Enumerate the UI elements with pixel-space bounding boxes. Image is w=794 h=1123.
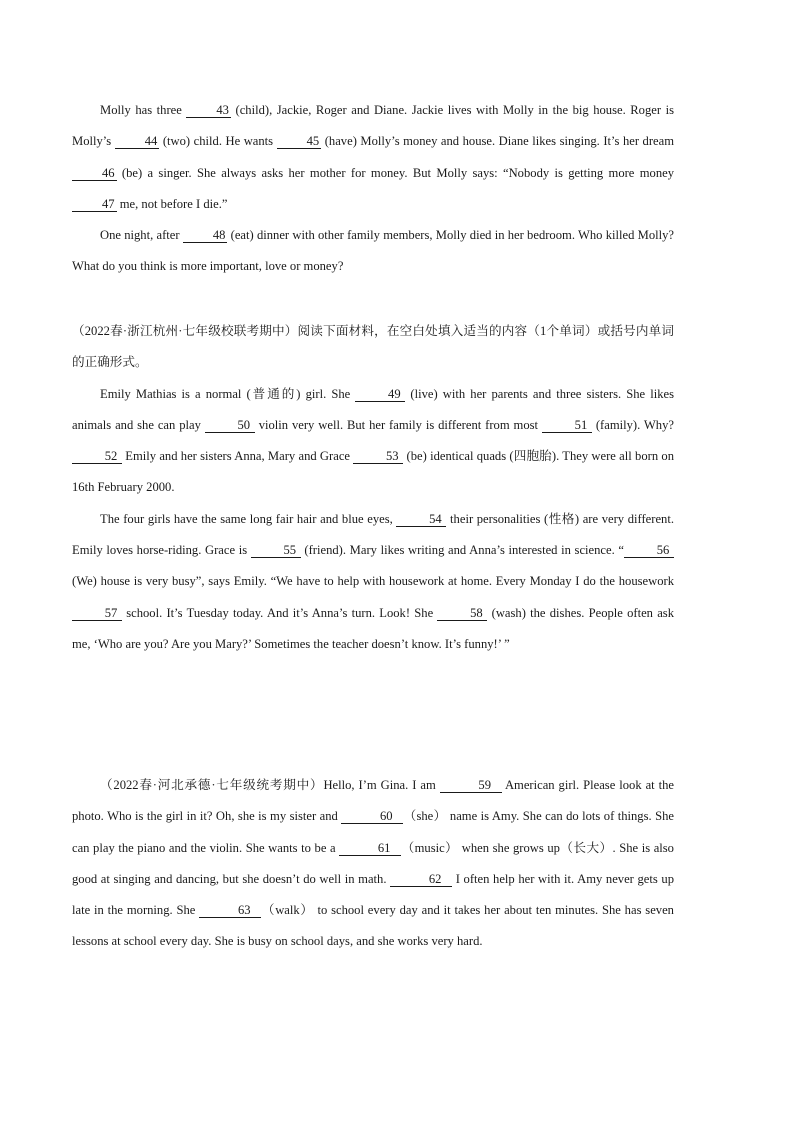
blank-61[interactable]: 61 (339, 841, 401, 856)
passage-gina (72, 770, 674, 958)
paragraph (72, 504, 674, 660)
passage-text: The four girls have the same long fair hair and blue eyes, (100, 511, 397, 526)
blank-53[interactable]: 53 (353, 449, 403, 464)
passage-text: violin very well. But her family is different from most (254, 417, 542, 432)
passage-text: American girl. Please look at the photo. Who is the girl in it? Oh, she is my sister and (72, 778, 674, 824)
passage-text: school. It’s Tuesday today. And it’s Anna’s turn. Look! She (122, 605, 438, 620)
passage-text: （music） when she grows up（长大）. She is also good at singing and dancing, but she doesn’t do well in math. (72, 840, 674, 886)
passage-text: I often help her with it. Amy never gets up late in the morning. She (72, 871, 674, 918)
passage-text: (We) house is very busy”, says Emily. “We have to help with housework at home. Every Monday I do the housework (72, 574, 674, 589)
passage-text: (eat) dinner with other family members, Molly died in her bedroom. Who killed Molly? What do you think is more important, love or money? (72, 228, 674, 274)
passage-text: (family). Why? (591, 417, 674, 432)
passage-text: me, not before I die.” (116, 196, 228, 211)
blank-54[interactable]: 54 (396, 512, 446, 527)
blank-52[interactable]: 52 (72, 449, 122, 464)
passage-text: Molly has three (100, 103, 187, 117)
paragraph (72, 220, 674, 283)
blank-62[interactable]: 62 (390, 872, 452, 887)
section-header: （2022春·河北承德·七年级统考期中） (100, 778, 324, 792)
blank-63[interactable]: 63 (199, 903, 261, 918)
blank-60[interactable]: 60 (341, 809, 403, 824)
blank-49[interactable]: 49 (355, 387, 405, 402)
passage-text: Emily and her sisters Anna, Mary and Grace (122, 449, 354, 464)
blank-43[interactable]: 43 (186, 103, 231, 118)
passage-text: Hello, I’m Gina. I am (323, 778, 440, 792)
passage-text: （she） name is Amy. She can do lots of things. She can play the piano and the violin. She wants to be a (72, 809, 674, 855)
blank-55[interactable]: 55 (251, 543, 301, 558)
passage-molly (72, 95, 674, 283)
blank-57[interactable]: 57 (72, 606, 122, 621)
blank-48[interactable]: 48 (183, 228, 228, 243)
paragraph (72, 95, 674, 220)
section-header: （2022春·浙江杭州·七年级校联考期中）阅读下面材料，在空白处填入适当的内容（1个单词）或括号内单词的正确形式。 (72, 324, 674, 370)
blank-46[interactable]: 46 (72, 166, 117, 181)
passage-emily (72, 316, 674, 660)
passage-text: （walk） to school every day and it takes her about ten minutes. She has seven lessons at school every day. She is busy on school days, and she works very hard. (72, 903, 674, 949)
blank-45[interactable]: 45 (277, 134, 322, 149)
passage-text: (live) with her parents and three sisters. She likes animals and she can play (72, 386, 674, 432)
paragraph (72, 770, 674, 958)
passage-text: (two) child. He wants (159, 134, 277, 149)
paragraph (72, 379, 674, 504)
passage-text: Emily Mathias is a normal (普通的) girl. She (100, 386, 356, 401)
passage-text: their personalities (性格) are very different. Emily loves horse-riding. Grace is (72, 511, 674, 558)
passage-text: (be) identical quads (四胞胎). They were all born on 16th February 2000. (72, 449, 674, 495)
blank-44[interactable]: 44 (115, 134, 160, 149)
passage-text: (friend). Mary likes writing and Anna’s interested in science. “ (300, 543, 624, 558)
blank-47[interactable]: 47 (72, 197, 117, 212)
passage-text: (have) Molly’s money and house. Diane likes singing. It’s her dream (321, 134, 675, 149)
blank-56[interactable]: 56 (624, 543, 674, 558)
passage-text: One night, after (100, 228, 183, 243)
passage-text: (child), Jackie, Roger and Diane. Jackie lives with Molly in the big house. Roger is Molly’s (72, 103, 674, 149)
blank-59[interactable]: 59 (440, 778, 502, 793)
blank-58[interactable]: 58 (437, 606, 487, 621)
passage-text: (be) a singer. She always asks her mother for money. But Molly says: “Nobody is getting more money (116, 165, 674, 180)
passage-text: (wash) the dishes. People often ask me, ‘Who are you? Are you Mary?’ Sometimes the teacher doesn’t know. It’s funny!’ ” (72, 605, 674, 651)
blank-51[interactable]: 51 (542, 418, 592, 433)
blank-50[interactable]: 50 (205, 418, 255, 433)
